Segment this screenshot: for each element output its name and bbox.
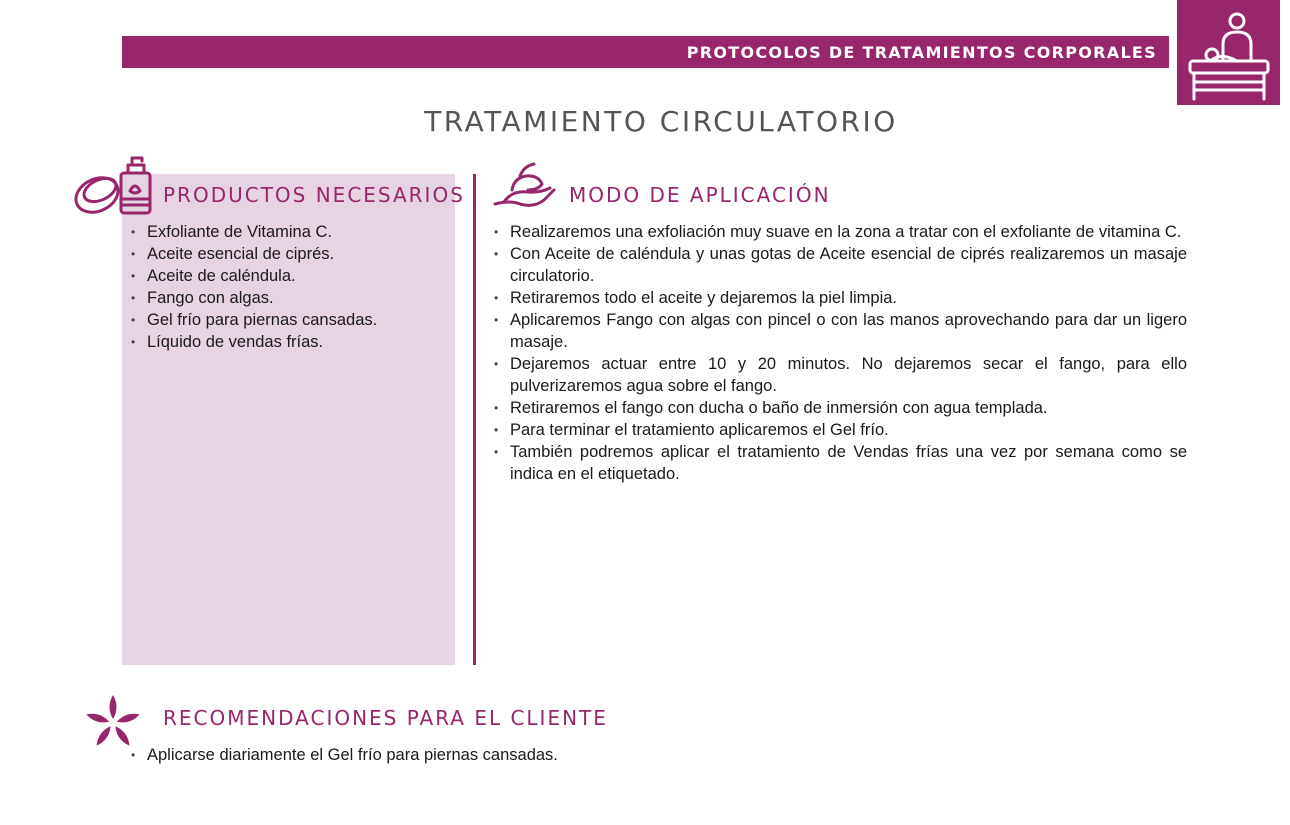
- list-item: • También podremos aplicar el tratamiento de Vendas frías una vez por semana como se indica en el etiquetado.: [494, 441, 1187, 485]
- list-item: • Retiraremos el fango con ducha o baño de inmersión con agua templada.: [494, 397, 1187, 419]
- list-item: • Realizaremos una exfoliación muy suave en la zona a tratar con el exfoliante de vitamina C.: [494, 221, 1187, 243]
- massage-treatment-icon: [1177, 0, 1280, 105]
- recommendations-heading: RECOMENDACIONES PARA EL CLIENTE: [163, 706, 608, 730]
- list-item: • Exfoliante de Vitamina C.: [131, 221, 451, 243]
- products-heading: PRODUCTOS NECESARIOS: [163, 183, 465, 207]
- list-item: • Fango con algas.: [131, 287, 451, 309]
- list-item: • Gel frío para piernas cansadas.: [131, 309, 451, 331]
- application-list: [494, 221, 1187, 485]
- corner-badge: [1177, 0, 1280, 105]
- products-list: [131, 221, 451, 353]
- list-item: • Para terminar el tratamiento aplicaremos el Gel frío.: [494, 419, 1187, 441]
- list-item: • Retiraremos todo el aceite y dejaremos la piel limpia.: [494, 287, 1187, 309]
- application-heading: MODO DE APLICACIÓN: [569, 183, 831, 207]
- column-divider: [473, 174, 476, 665]
- header-title: PROTOCOLOS DE TRATAMIENTOS CORPORALES: [686, 43, 1157, 62]
- recommendations-list: [131, 744, 731, 766]
- page-title: TRATAMIENTO CIRCULATORIO: [424, 105, 898, 138]
- list-item: • Aceite esencial de ciprés.: [131, 243, 451, 265]
- list-item: • Dejaremos actuar entre 10 y 20 minutos. No dejaremos secar el fango, para ello pulverizaremos agua sobre el fango.: [494, 353, 1187, 397]
- list-item: • Aplicarse diariamente el Gel frío para piernas cansadas.: [131, 744, 731, 766]
- list-item: • Aceite de caléndula.: [131, 265, 451, 287]
- cosmetic-jar-bottle-icon: [72, 153, 154, 215]
- list-item: • Aplicaremos Fango con algas con pincel o con las manos aprovechando para dar un ligero masaje.: [494, 309, 1187, 353]
- list-item: • Líquido de vendas frías.: [131, 331, 451, 353]
- header-bar: [122, 36, 1169, 68]
- list-item: • Con Aceite de caléndula y unas gotas de Aceite esencial de ciprés realizaremos un masaje circulatorio.: [494, 243, 1187, 287]
- hand-cream-icon: [492, 160, 558, 212]
